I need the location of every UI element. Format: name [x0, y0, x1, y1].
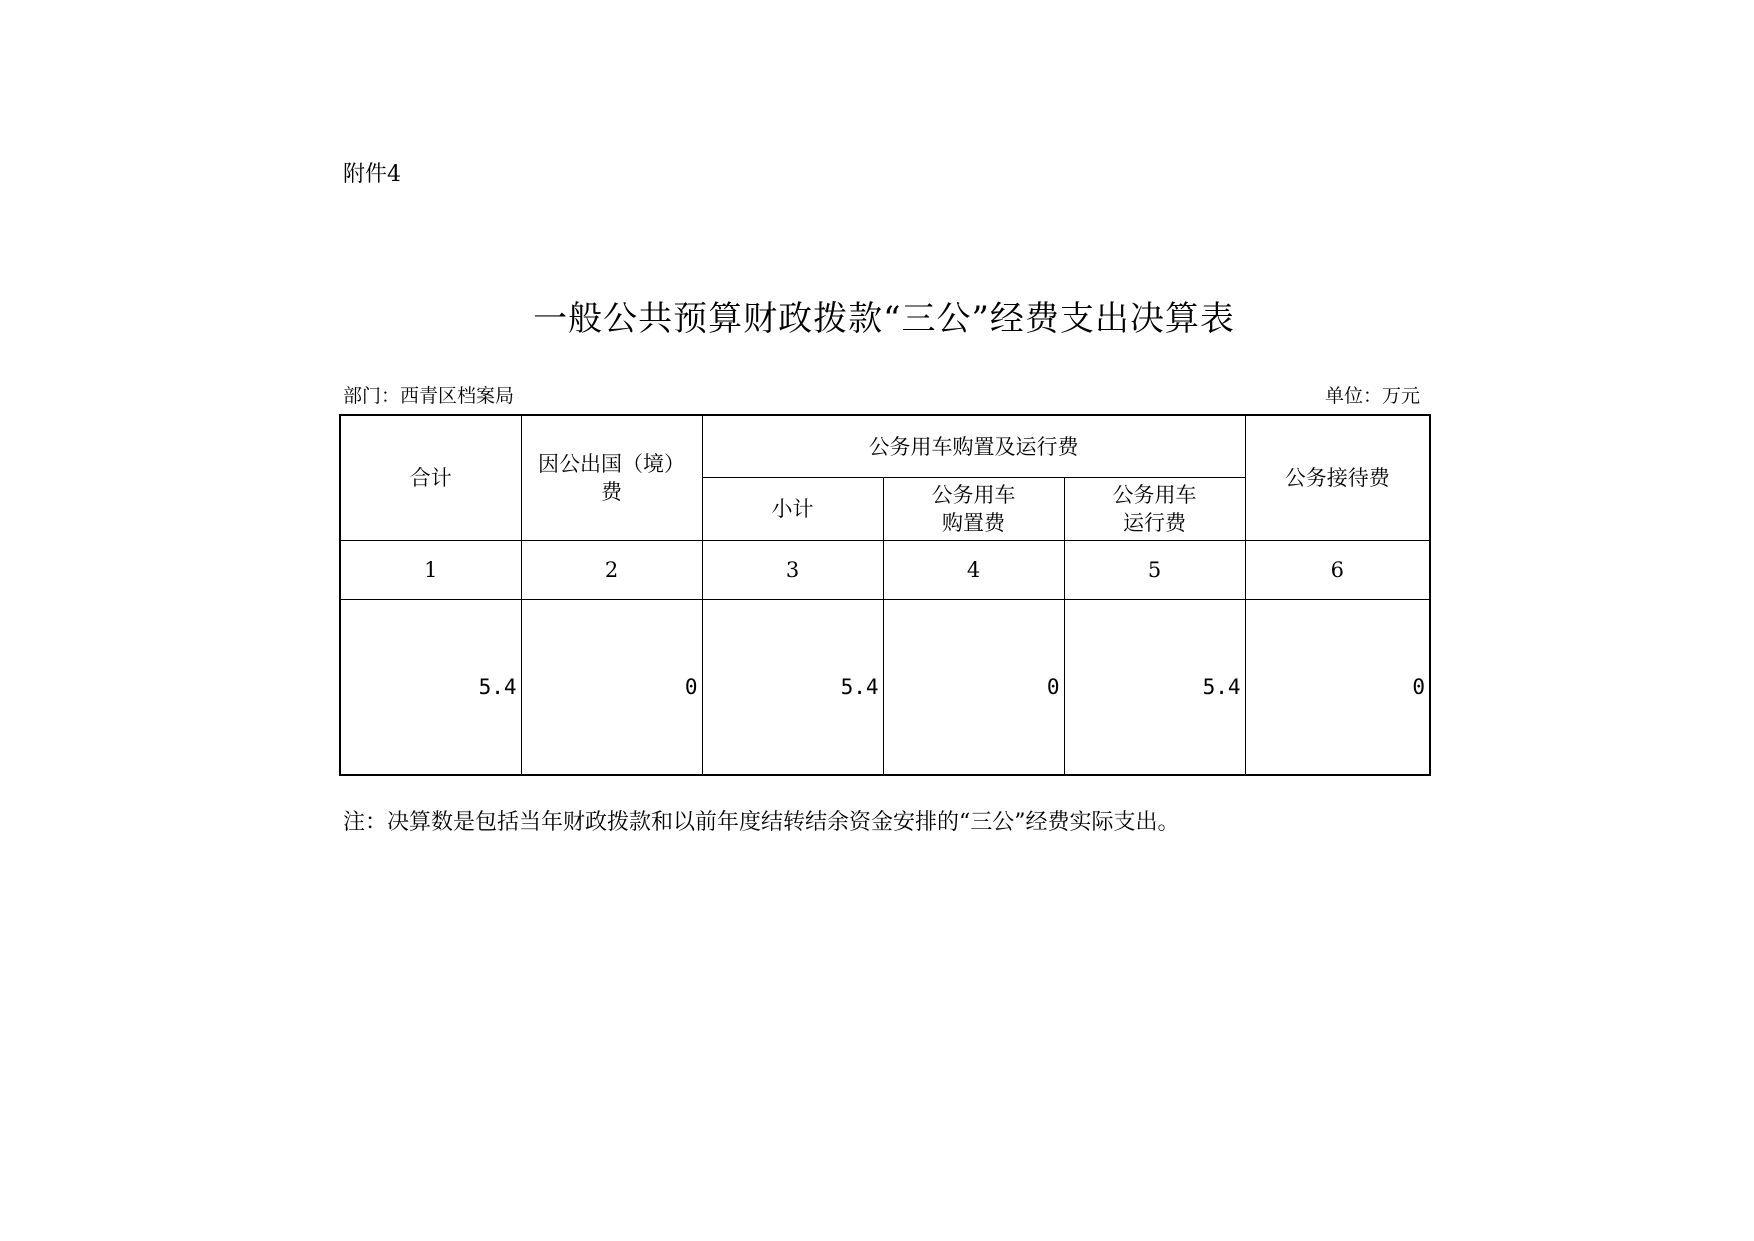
header-vehicle-purchase-line2: 购置费: [942, 511, 1005, 535]
header-vehicle-purchase-line1: 公务用车: [931, 483, 1016, 507]
value-total: 5.4: [340, 600, 521, 776]
column-number: 2: [521, 541, 702, 600]
value-row: [340, 600, 1430, 776]
value-subtotal: 5.4: [702, 600, 883, 776]
attachment-label: 附件4: [343, 162, 401, 187]
header-overseas-line1: 因公出国（境）: [538, 452, 685, 476]
table-header-row: [340, 415, 1430, 478]
expenditure-table: [339, 414, 1431, 776]
footnote: 注：决算数是包括当年财政拨款和以前年度结转结余资金安排的“三公”经费实际支出。: [343, 810, 1180, 835]
header-total: 合计: [340, 415, 521, 541]
header-reception: 公务接待费: [1245, 415, 1430, 541]
header-vehicle-operation-line2: 运行费: [1123, 511, 1186, 535]
header-vehicle-operation: [1064, 478, 1245, 541]
value-vehicle-purchase: 0: [883, 600, 1064, 776]
header-overseas: [521, 415, 702, 541]
header-vehicle-group: 公务用车购置及运行费: [702, 415, 1245, 478]
page-title: 一般公共预算财政拨款“三公”经费支出决算表: [533, 299, 1235, 339]
column-number: 3: [702, 541, 883, 600]
column-number: 6: [1245, 541, 1430, 600]
column-number: 1: [340, 541, 521, 600]
header-vehicle-operation-line1: 公务用车: [1112, 483, 1197, 507]
value-vehicle-operation: 5.4: [1064, 600, 1245, 776]
value-reception: 0: [1245, 600, 1430, 776]
header-vehicle-purchase: [883, 478, 1064, 541]
column-number-row: [340, 541, 1430, 600]
column-number: 5: [1064, 541, 1245, 600]
department-label: 部门：西青区档案局: [343, 385, 515, 407]
column-number: 4: [883, 541, 1064, 600]
header-overseas-line2: 费: [601, 480, 622, 504]
value-overseas: 0: [521, 600, 702, 776]
header-subtotal: 小计: [702, 478, 883, 541]
unit-label: 单位：万元: [1324, 385, 1420, 407]
